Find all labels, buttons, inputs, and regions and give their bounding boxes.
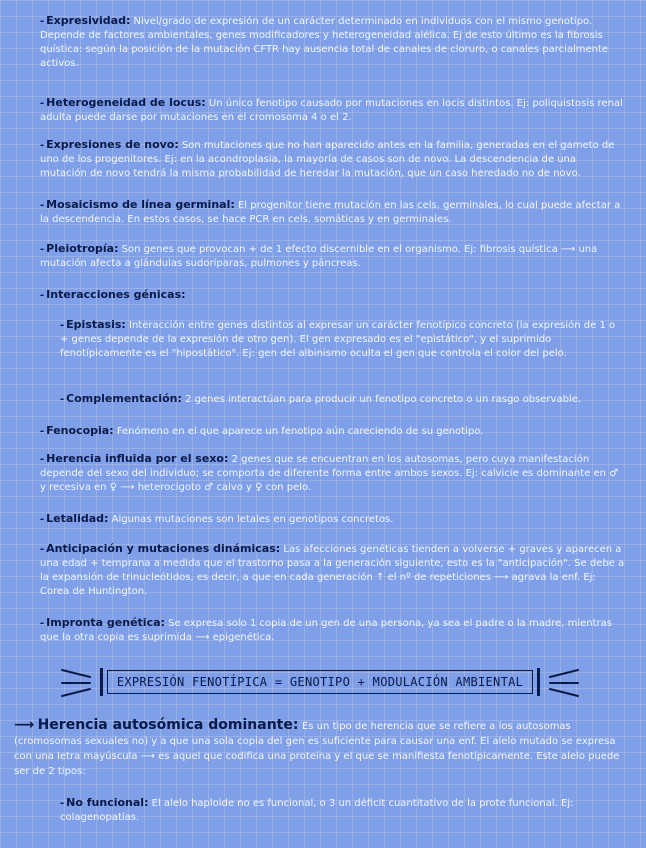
term-label: Pleiotropía: [46, 242, 119, 255]
definition-text: El progenitor tiene mutación en las cels. germinales, lo cual puede afectar a la descendencia. En estos casos, se hace PCR en cels. somáticas y en germinales. [40, 200, 621, 225]
entry-expresividad: - Expresividad: Nivel/grado de expresión de un carácter determinado en individuos con el mismo genotipo. Depende de factores ambientales, genes modificadores y heterogeneidad alélica. Ej de esto último es la fibrosis quística: según la posición de la mutación CFTR hay ausencia total de canales de cloruro, o canales parcialmente activos. [40, 14, 609, 69]
entry-no-funcional: - No funcional: El alelo haploide no es funcional, o 3 un déficit cuantitativo de la prote funcional. Ej: colagenopatías. [60, 796, 574, 823]
term-label: Letalidad: [46, 512, 109, 525]
formula-frame [100, 668, 540, 696]
entry-letalidad: - Letalidad: Algunas mutaciones son letales en genotipos concretos. [40, 512, 394, 525]
definition-text: Son mutaciones que no han aparecido antes en la familia, generadas en el gameto de uno de los progenitores. Ej: en la acondroplasia, la mayoría de casos son de novo. La descendencia de una mutación de novo tendrá la misma probabilidad de heredar la mutación, que un caso heredado no de novo. [40, 140, 615, 179]
term-label: Fenocopia: [46, 424, 114, 437]
definition-text: Las afecciones genéticas tienden a volverse + graves y aparecen a una edad + temprana a medida que el trastorno pasa a la generación siguiente, esto es la "anticipación". Se debe a la expansión de trinucleótidos, es decir, a que en cada generación ↑ el nº de repeticiones ⟶ agrava la enf. Ej: Corea de Huntington. [40, 544, 625, 597]
definition-text: Un único fenotipo causado por mutaciones en locis distintos. Ej: poliquistosis renal adulta puede darse por mutaciones en el cromosoma 4 o el 2. [40, 98, 623, 123]
definition-text: Algunas mutaciones son letales en genotipos concretos. [111, 514, 394, 525]
term-label: Heterogeneidad de locus: [46, 96, 206, 109]
term-label: Complementación: [66, 392, 182, 405]
entry-impronta-genetica: - Impronta genética: Se expresa solo 1 copia de un gen de una persona, ya sea el padre o la madre, mientras que la otra copia es suprimida ⟶ epigenética. [40, 616, 612, 643]
definition-text: Se expresa solo 1 copia de un gen de una persona, ya sea el padre o la madre, mientras que la otra copia es suprimida ⟶ epigenética. [40, 618, 612, 643]
definition-text: Interacción entre genes distintos al expresar un carácter fenotípico concreto (la expresión de 1 o + genes depende de la expresión de otro gen). El gen expresado es el "epistático", y el suprimido fenotípicamente es el "hipostático". Ej: gen del albinismo oculta el gen que controla el color del pelo. [60, 320, 616, 359]
definition-text: 2 genes interactúan para producir un fenotipo concreto o un rasgo observable. [185, 394, 582, 405]
entry-heterogeneidad-locus: - Heterogeneidad de locus: Un único fenotipo causado por mutaciones en locis distintos. Ej: poliquistosis renal adulta puede darse por mutaciones en el cromosoma 4 o el 2. [40, 96, 623, 123]
formula-text: EXPRESIÓN FENOTÍPICA = GENOTIPO + MODULACIÓN AMBIENTAL [107, 670, 533, 694]
entry-mosaicismo-germinal: - Mosaicismo de línea germinal: El progenitor tiene mutación en las cels. germinales, lo cual puede afectar a la descendencia. En estos casos, se hace PCR en cels. somáticas y en germinales. [40, 198, 621, 225]
formula-callout [60, 660, 580, 706]
emphasis-lines-right-icon [544, 660, 580, 706]
entry-expresiones-de-novo: - Expresiones de novo: Son mutaciones que no han aparecido antes en la familia, generadas en el gameto de uno de los progenitores. Ej: en la acondroplasia, la mayoría de casos son de novo. La descendencia de una mutación de novo tendrá la misma probabilidad de heredar la mutación, que un caso heredado no de novo. [40, 138, 615, 179]
term-label: Expresividad: [46, 14, 131, 27]
term-label: Mosaicismo de línea germinal: [46, 198, 235, 211]
entry-pleiotropia: - Pleiotropía: Son genes que provocan + de 1 efecto discernible en el organismo. Ej: fibrosis quística ⟶ una mutación afecta a glándulas sudoríparas, pulmones y páncreas. [40, 242, 598, 269]
term-label: Herencia influida por el sexo: [46, 452, 229, 465]
entry-epistasis: - Epistasis: Interacción entre genes distintos al expresar un carácter fenotípico concreto (la expresión de 1 o + genes depende de la expresión de otro gen). El gen expresado es el "epistático", y el suprimido fenotípicamente es el "hipostático". Ej: gen del albinismo oculta el gen que controla el color del pelo. [60, 318, 616, 359]
term-label: Expresiones de novo: [46, 138, 179, 151]
section-herencia-autosomica [14, 718, 626, 779]
section-title: Herencia autosómica dominante: [37, 717, 299, 733]
term-label: No funcional: [66, 796, 149, 809]
definition-text: El alelo haploide no es funcional, o 3 un déficit cuantitativo de la prote funcional. Ej: colagenopatías. [60, 798, 574, 823]
definition-text: Son genes que provocan + de 1 efecto discernible en el organismo. Ej: fibrosis quística ⟶ una mutación afecta a glándulas sudoríparas, pulmones y páncreas. [40, 244, 598, 269]
definition-text: Fenómeno en el que aparece un fenotipo aún careciendo de su genotipo. [116, 426, 484, 437]
entry-complementacion: - Complementación: 2 genes interactúan para producir un fenotipo concreto o un rasgo observable. [60, 392, 582, 405]
term-label: Epistasis: [66, 318, 126, 331]
definition-text: 2 genes que se encuentran en los autosomas, pero cuya manifestación depende del sexo del individuo; se comporta de diferente forma entre ambos sexos. Ej: calvicie es dominante en ♂ y recesiva en ♀ ⟶ heterocigoto ♂ calvo y ♀ con pelo. [40, 454, 619, 493]
emphasis-lines-left-icon [60, 660, 96, 706]
entry-interacciones-genicas: - Interacciones génicas: [40, 288, 186, 301]
entry-herencia-influida-sexo: - Herencia influida por el sexo: 2 genes que se encuentran en los autosomas, pero cuya manifestación depende del sexo del individuo; se comporta de diferente forma entre ambos sexos. Ej: calvicie es dominante en ♂ y recesiva en ♀ ⟶ heterocigoto ♂ calvo y ♀ con pelo. [40, 452, 619, 493]
arrow-right-icon: ⟶ [14, 717, 35, 733]
term-label: Impronta genética: [46, 616, 165, 629]
entry-fenocopia: - Fenocopia: Fenómeno en el que aparece un fenotipo aún careciendo de su genotipo. [40, 424, 484, 437]
term-label: Anticipación y mutaciones dinámicas: [46, 542, 281, 555]
term-label: Interacciones génicas: [46, 288, 186, 301]
entry-anticipacion: - Anticipación y mutaciones dinámicas: Las afecciones genéticas tienden a volverse + graves y aparecen a una edad + temprana a medida que el trastorno pasa a la generación siguiente, esto es la "anticipación". Se debe a la expansión de trinucleótidos, es decir, a que en cada generación ↑ el nº de repeticiones ⟶ agrava la enf. Ej: Corea de Huntington. [40, 542, 625, 597]
section-definition: Es un tipo de herencia que se refiere a los autosomas (cromosomas sexuales no) y a que una sola copia del gen es suficiente para causar una enf. El alelo mutado se expresa con una letra mayúscula ⟶ es aquel que codifica una proteína y el que se manifiesta fenotípicamente. Este alelo puede ser de 2 tipos: [14, 721, 620, 777]
definition-text: Nivel/grado de expresión de un carácter determinado en individuos con el mismo genotipo. Depende de factores ambientales, genes modificadores y heterogeneidad alélica. Ej de esto último es la fibrosis quística: según la posición de la mutación CFTR hay ausencia total de canales de cloruro, o canales parcialmente activos. [40, 16, 609, 69]
